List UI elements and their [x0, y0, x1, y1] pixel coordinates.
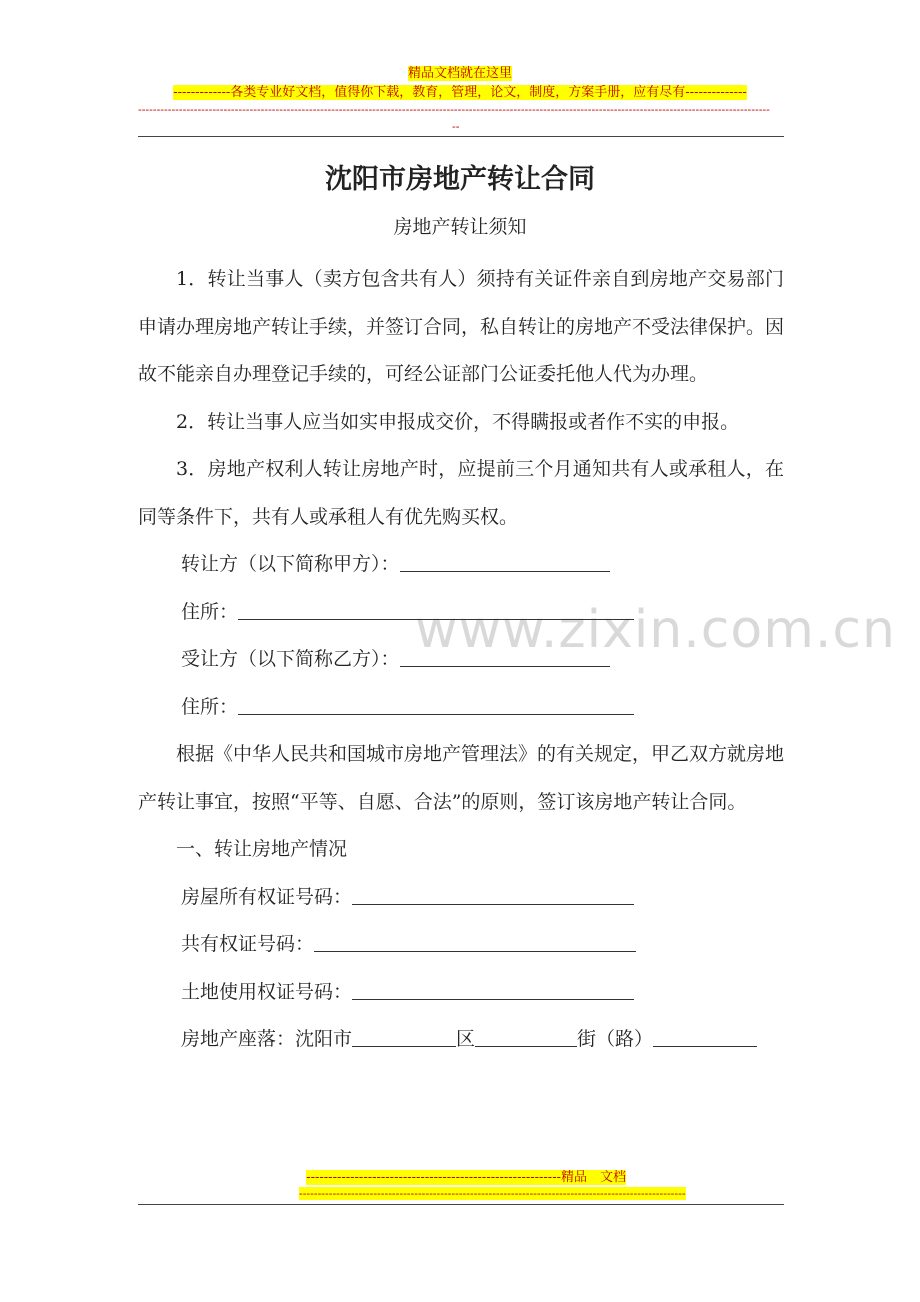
- transferor-address-blank: [238, 589, 634, 620]
- ownership-cert-field: [138, 874, 784, 922]
- notice-item-2: 2．转让当事人应当如实申报成交价，不得瞒报或者作不实的申报。: [176, 410, 740, 433]
- land-cert-label: 土地使用权证号码：: [181, 980, 353, 1003]
- transferee-address-field: [138, 684, 784, 732]
- district-label: 区: [456, 1028, 476, 1050]
- ownership-cert-blank: [352, 874, 634, 905]
- street-blank: [475, 1016, 577, 1047]
- transferor-address-field: [138, 589, 784, 637]
- street-label: 街（路）: [577, 1028, 654, 1050]
- header-banner-slogan: -------------各类专业好文档，值得你下载，教育，管理，论文，制度，方案手册，应有尽有--------------: [173, 85, 747, 100]
- street-name-blank: [653, 1016, 757, 1047]
- notice-item-3: 3．房地产权利人转让房地产时，应提前三个月通知共有人或承租人，在同等条件下，共有人或承租人有优先购买权。: [138, 458, 784, 528]
- co-ownership-cert-label: 共有权证号码：: [181, 933, 315, 955]
- transferor-field: [138, 541, 784, 589]
- transferee-label: 受让方（以下简称乙方）：: [181, 648, 400, 670]
- site-watermark: www.zixin.com.cn: [415, 600, 896, 660]
- land-cert-blank: [352, 969, 634, 1000]
- header-dash-line: --------------------------------------------------------------------------------------------------------------------------------------------------------------------------: [138, 103, 770, 116]
- notice-item-1: 1．转让当事人（卖方包含共有人）须持有关证件亲自到房地产交易部门申请办理房地产转让手续，并签订合同，私自转让的房地产不受法律保护。因故不能亲自办理登记手续的，可经公证部门公证委托他人代为办理。: [138, 268, 785, 385]
- document-subtitle: 房地产转让须知: [393, 216, 527, 238]
- transferee-address-blank: [238, 684, 634, 715]
- header-banner-title: 精品文档就在这里: [407, 66, 512, 81]
- co-ownership-cert-blank: [314, 921, 636, 952]
- transferee-field: [138, 636, 784, 684]
- document-body: [138, 256, 784, 1064]
- transferor-blank: [400, 541, 610, 572]
- transferee-blank: [400, 636, 610, 667]
- land-cert-field: [138, 969, 784, 1017]
- transferor-address-label: 住所：: [181, 600, 239, 623]
- document-title: 沈阳市房地产转让合同: [325, 164, 595, 195]
- footer-banner: ----------------------------------------------------------精品 文档: [306, 1170, 626, 1185]
- ownership-cert-label: 房屋所有权证号码：: [181, 885, 353, 908]
- footer-dash-line: --------------------------------------------------------------------------------------------------------: [299, 1187, 686, 1200]
- header-rule: [138, 136, 784, 137]
- section-heading-1: 一、转让房地产情况: [176, 838, 348, 860]
- district-blank: [352, 1016, 456, 1047]
- transferee-address-label: 住所：: [181, 695, 239, 718]
- co-ownership-cert-field: [138, 921, 784, 969]
- location-label: 房地产座落：沈阳市: [181, 1028, 353, 1050]
- footer-rule: [138, 1204, 784, 1205]
- transferor-label: 转让方（以下简称甲方）：: [181, 553, 400, 575]
- header-dash-tail: --: [452, 120, 460, 133]
- property-location-field: [138, 1016, 784, 1064]
- contract-preamble: 根据《中华人民共和国城市房地产管理法》的有关规定，甲乙双方就房地产转让事宜，按照“平等、自愿、合法”的原则，签订该房地产转让合同。: [138, 743, 785, 813]
